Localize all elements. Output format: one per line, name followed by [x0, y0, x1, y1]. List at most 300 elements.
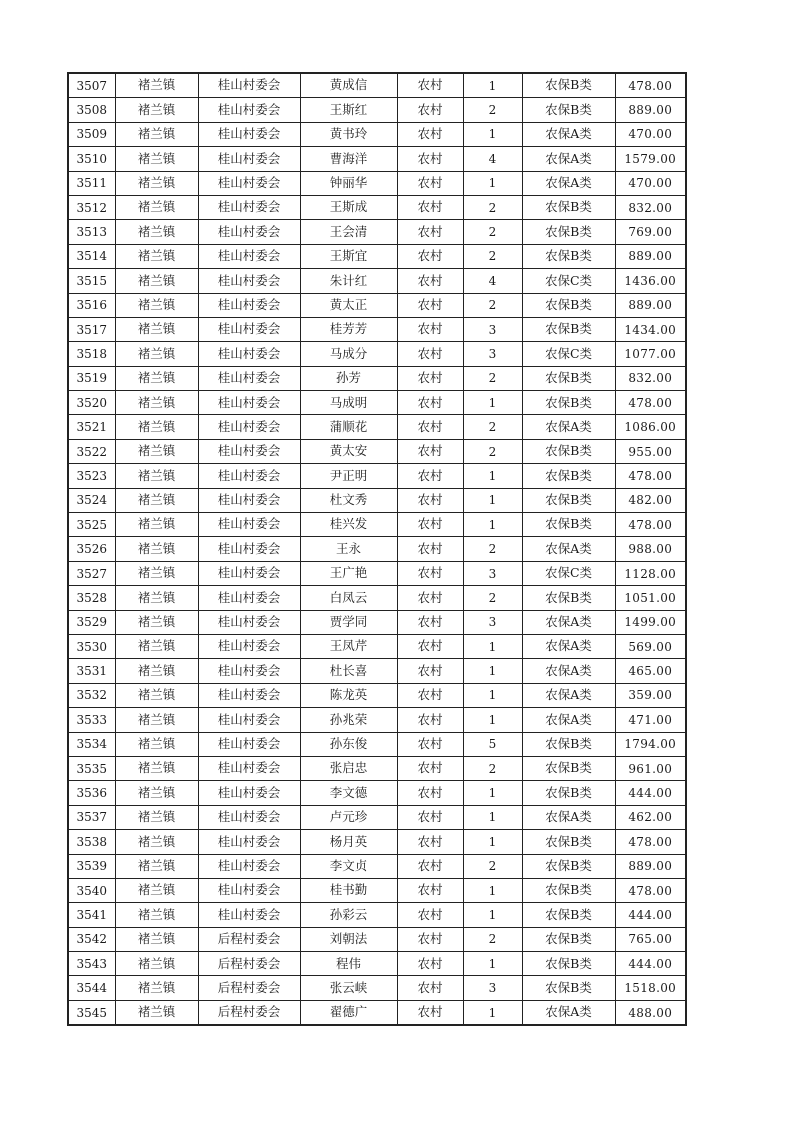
village-committee-cell: 桂山村委会	[198, 147, 300, 171]
insurance-category-cell: 农保A类	[522, 659, 615, 683]
table-row	[68, 781, 686, 805]
household-type-cell: 农村	[397, 830, 463, 854]
amount-cell: 765.00	[615, 927, 686, 951]
insurance-category-cell: 农保B类	[522, 220, 615, 244]
amount-cell: 478.00	[615, 391, 686, 415]
person-count-cell: 3	[463, 342, 522, 366]
table-row	[68, 1000, 686, 1025]
name-cell: 刘朝法	[300, 927, 397, 951]
amount-cell: 1518.00	[615, 976, 686, 1000]
serial-number-cell: 3543	[68, 952, 115, 976]
insurance-category-cell: 农保B类	[522, 244, 615, 268]
village-committee-cell: 桂山村委会	[198, 903, 300, 927]
name-cell: 尹正明	[300, 464, 397, 488]
insurance-category-cell: 农保B类	[522, 756, 615, 780]
table-row	[68, 415, 686, 439]
town-cell: 褚兰镇	[115, 878, 198, 902]
village-committee-cell: 桂山村委会	[198, 244, 300, 268]
table-body	[68, 73, 686, 1025]
town-cell: 褚兰镇	[115, 293, 198, 317]
serial-number-cell: 3531	[68, 659, 115, 683]
village-committee-cell: 桂山村委会	[198, 317, 300, 341]
amount-cell: 889.00	[615, 98, 686, 122]
village-committee-cell: 桂山村委会	[198, 830, 300, 854]
table-row	[68, 220, 686, 244]
household-type-cell: 农村	[397, 976, 463, 1000]
household-type-cell: 农村	[397, 732, 463, 756]
amount-cell: 444.00	[615, 903, 686, 927]
person-count-cell: 1	[463, 391, 522, 415]
amount-cell: 832.00	[615, 195, 686, 219]
household-type-cell: 农村	[397, 903, 463, 927]
name-cell: 黄太安	[300, 439, 397, 463]
insurance-category-cell: 农保B类	[522, 732, 615, 756]
table-row	[68, 854, 686, 878]
insurance-category-cell: 农保B类	[522, 195, 615, 219]
amount-cell: 478.00	[615, 830, 686, 854]
name-cell: 杜长喜	[300, 659, 397, 683]
amount-cell: 1499.00	[615, 610, 686, 634]
name-cell: 王凤芹	[300, 634, 397, 658]
table-row	[68, 805, 686, 829]
village-committee-cell: 桂山村委会	[198, 488, 300, 512]
amount-cell: 1077.00	[615, 342, 686, 366]
town-cell: 褚兰镇	[115, 391, 198, 415]
name-cell: 王会清	[300, 220, 397, 244]
amount-cell: 465.00	[615, 659, 686, 683]
serial-number-cell: 3525	[68, 513, 115, 537]
town-cell: 褚兰镇	[115, 220, 198, 244]
person-count-cell: 2	[463, 537, 522, 561]
insurance-category-cell: 农保A类	[522, 171, 615, 195]
insurance-category-cell: 农保A类	[522, 122, 615, 146]
person-count-cell: 1	[463, 659, 522, 683]
person-count-cell: 2	[463, 244, 522, 268]
village-committee-cell: 桂山村委会	[198, 537, 300, 561]
amount-cell: 961.00	[615, 756, 686, 780]
name-cell: 贾学同	[300, 610, 397, 634]
insurance-category-cell: 农保B类	[522, 830, 615, 854]
town-cell: 褚兰镇	[115, 732, 198, 756]
insurance-category-cell: 农保A类	[522, 634, 615, 658]
serial-number-cell: 3519	[68, 366, 115, 390]
person-count-cell: 1	[463, 513, 522, 537]
name-cell: 张云峡	[300, 976, 397, 1000]
serial-number-cell: 3511	[68, 171, 115, 195]
household-type-cell: 农村	[397, 464, 463, 488]
town-cell: 褚兰镇	[115, 952, 198, 976]
village-committee-cell: 桂山村委会	[198, 683, 300, 707]
insurance-category-cell: 农保B类	[522, 464, 615, 488]
table-row	[68, 195, 686, 219]
household-type-cell: 农村	[397, 878, 463, 902]
name-cell: 黄太正	[300, 293, 397, 317]
village-committee-cell: 桂山村委会	[198, 732, 300, 756]
table-row	[68, 732, 686, 756]
person-count-cell: 1	[463, 464, 522, 488]
village-committee-cell: 桂山村委会	[198, 98, 300, 122]
household-type-cell: 农村	[397, 293, 463, 317]
name-cell: 王斯成	[300, 195, 397, 219]
table-row	[68, 683, 686, 707]
table-row	[68, 903, 686, 927]
village-committee-cell: 桂山村委会	[198, 805, 300, 829]
serial-number-cell: 3515	[68, 269, 115, 293]
name-cell: 李文德	[300, 781, 397, 805]
name-cell: 王斯宜	[300, 244, 397, 268]
village-committee-cell: 桂山村委会	[198, 220, 300, 244]
household-type-cell: 农村	[397, 220, 463, 244]
village-committee-cell: 桂山村委会	[198, 586, 300, 610]
table-row	[68, 878, 686, 902]
amount-cell: 478.00	[615, 73, 686, 98]
amount-cell: 1128.00	[615, 561, 686, 585]
village-committee-cell: 桂山村委会	[198, 342, 300, 366]
name-cell: 翟德广	[300, 1000, 397, 1025]
name-cell: 蒲顺花	[300, 415, 397, 439]
household-type-cell: 农村	[397, 781, 463, 805]
village-committee-cell: 桂山村委会	[198, 73, 300, 98]
insurance-category-cell: 农保B类	[522, 586, 615, 610]
insurance-category-cell: 农保A类	[522, 805, 615, 829]
insurance-category-cell: 农保B类	[522, 98, 615, 122]
household-type-cell: 农村	[397, 610, 463, 634]
household-type-cell: 农村	[397, 756, 463, 780]
household-type-cell: 农村	[397, 171, 463, 195]
person-count-cell: 2	[463, 195, 522, 219]
town-cell: 褚兰镇	[115, 610, 198, 634]
amount-cell: 471.00	[615, 708, 686, 732]
table-row	[68, 756, 686, 780]
town-cell: 褚兰镇	[115, 269, 198, 293]
village-committee-cell: 桂山村委会	[198, 464, 300, 488]
town-cell: 褚兰镇	[115, 903, 198, 927]
table-row	[68, 513, 686, 537]
amount-cell: 1579.00	[615, 147, 686, 171]
name-cell: 钟丽华	[300, 171, 397, 195]
town-cell: 褚兰镇	[115, 1000, 198, 1025]
name-cell: 曹海洋	[300, 147, 397, 171]
insurance-category-cell: 农保B类	[522, 391, 615, 415]
insurance-category-cell: 农保B类	[522, 366, 615, 390]
person-count-cell: 1	[463, 805, 522, 829]
person-count-cell: 2	[463, 439, 522, 463]
village-committee-cell: 桂山村委会	[198, 269, 300, 293]
town-cell: 褚兰镇	[115, 805, 198, 829]
village-committee-cell: 桂山村委会	[198, 366, 300, 390]
amount-cell: 955.00	[615, 439, 686, 463]
amount-cell: 444.00	[615, 952, 686, 976]
insurance-category-cell: 农保B类	[522, 903, 615, 927]
amount-cell: 444.00	[615, 781, 686, 805]
insurance-category-cell: 农保B类	[522, 878, 615, 902]
insurance-category-cell: 农保B类	[522, 488, 615, 512]
name-cell: 王斯红	[300, 98, 397, 122]
amount-cell: 889.00	[615, 293, 686, 317]
household-type-cell: 农村	[397, 147, 463, 171]
person-count-cell: 2	[463, 366, 522, 390]
household-type-cell: 农村	[397, 659, 463, 683]
household-type-cell: 农村	[397, 244, 463, 268]
household-type-cell: 农村	[397, 195, 463, 219]
person-count-cell: 3	[463, 317, 522, 341]
name-cell: 杜文秀	[300, 488, 397, 512]
insurance-category-cell: 农保A类	[522, 708, 615, 732]
town-cell: 褚兰镇	[115, 439, 198, 463]
amount-cell: 482.00	[615, 488, 686, 512]
town-cell: 褚兰镇	[115, 171, 198, 195]
household-type-cell: 农村	[397, 488, 463, 512]
amount-cell: 889.00	[615, 244, 686, 268]
household-type-cell: 农村	[397, 342, 463, 366]
insurance-category-cell: 农保A类	[522, 610, 615, 634]
name-cell: 杨月英	[300, 830, 397, 854]
town-cell: 褚兰镇	[115, 122, 198, 146]
village-committee-cell: 桂山村委会	[198, 878, 300, 902]
household-type-cell: 农村	[397, 391, 463, 415]
household-type-cell: 农村	[397, 415, 463, 439]
name-cell: 陈龙英	[300, 683, 397, 707]
household-type-cell: 农村	[397, 98, 463, 122]
village-committee-cell: 桂山村委会	[198, 195, 300, 219]
table-row	[68, 952, 686, 976]
serial-number-cell: 3507	[68, 73, 115, 98]
household-type-cell: 农村	[397, 586, 463, 610]
insurance-category-cell: 农保B类	[522, 927, 615, 951]
table-row	[68, 586, 686, 610]
town-cell: 褚兰镇	[115, 195, 198, 219]
person-count-cell: 1	[463, 171, 522, 195]
name-cell: 张启忠	[300, 756, 397, 780]
table-row	[68, 561, 686, 585]
name-cell: 孙芳	[300, 366, 397, 390]
serial-number-cell: 3509	[68, 122, 115, 146]
amount-cell: 988.00	[615, 537, 686, 561]
person-count-cell: 3	[463, 976, 522, 1000]
table-row	[68, 634, 686, 658]
person-count-cell: 3	[463, 561, 522, 585]
town-cell: 褚兰镇	[115, 708, 198, 732]
person-count-cell: 2	[463, 98, 522, 122]
serial-number-cell: 3533	[68, 708, 115, 732]
village-committee-cell: 桂山村委会	[198, 781, 300, 805]
amount-cell: 1051.00	[615, 586, 686, 610]
table-row	[68, 269, 686, 293]
table-row	[68, 317, 686, 341]
person-count-cell: 2	[463, 220, 522, 244]
town-cell: 褚兰镇	[115, 586, 198, 610]
insurance-category-cell: 农保B类	[522, 781, 615, 805]
insurance-category-cell: 农保A类	[522, 537, 615, 561]
table-row	[68, 488, 686, 512]
serial-number-cell: 3510	[68, 147, 115, 171]
serial-number-cell: 3508	[68, 98, 115, 122]
insurance-category-cell: 农保B类	[522, 854, 615, 878]
amount-cell: 478.00	[615, 464, 686, 488]
name-cell: 卢元珍	[300, 805, 397, 829]
town-cell: 褚兰镇	[115, 415, 198, 439]
village-committee-cell: 桂山村委会	[198, 561, 300, 585]
village-committee-cell: 桂山村委会	[198, 513, 300, 537]
insurance-category-cell: 农保B类	[522, 513, 615, 537]
insurance-category-cell: 农保B类	[522, 73, 615, 98]
village-committee-cell: 桂山村委会	[198, 122, 300, 146]
serial-number-cell: 3526	[68, 537, 115, 561]
table-row	[68, 537, 686, 561]
name-cell: 孙东俊	[300, 732, 397, 756]
table-row	[68, 171, 686, 195]
town-cell: 褚兰镇	[115, 147, 198, 171]
insurance-category-cell: 农保C类	[522, 561, 615, 585]
serial-number-cell: 3532	[68, 683, 115, 707]
household-type-cell: 农村	[397, 805, 463, 829]
serial-number-cell: 3537	[68, 805, 115, 829]
person-count-cell: 1	[463, 634, 522, 658]
town-cell: 褚兰镇	[115, 634, 198, 658]
household-type-cell: 农村	[397, 927, 463, 951]
village-committee-cell: 桂山村委会	[198, 659, 300, 683]
table-row	[68, 391, 686, 415]
household-type-cell: 农村	[397, 1000, 463, 1025]
person-count-cell: 2	[463, 854, 522, 878]
amount-cell: 470.00	[615, 171, 686, 195]
village-committee-cell: 桂山村委会	[198, 171, 300, 195]
name-cell: 程伟	[300, 952, 397, 976]
town-cell: 褚兰镇	[115, 537, 198, 561]
serial-number-cell: 3542	[68, 927, 115, 951]
serial-number-cell: 3536	[68, 781, 115, 805]
town-cell: 褚兰镇	[115, 464, 198, 488]
table-row	[68, 464, 686, 488]
village-committee-cell: 桂山村委会	[198, 634, 300, 658]
serial-number-cell: 3521	[68, 415, 115, 439]
name-cell: 王广艳	[300, 561, 397, 585]
person-count-cell: 1	[463, 683, 522, 707]
amount-cell: 478.00	[615, 878, 686, 902]
amount-cell: 569.00	[615, 634, 686, 658]
household-type-cell: 农村	[397, 366, 463, 390]
amount-cell: 889.00	[615, 854, 686, 878]
town-cell: 褚兰镇	[115, 98, 198, 122]
table-row	[68, 293, 686, 317]
table-row	[68, 976, 686, 1000]
serial-number-cell: 3540	[68, 878, 115, 902]
serial-number-cell: 3539	[68, 854, 115, 878]
person-count-cell: 1	[463, 488, 522, 512]
amount-cell: 1436.00	[615, 269, 686, 293]
table-row	[68, 830, 686, 854]
town-cell: 褚兰镇	[115, 756, 198, 780]
serial-number-cell: 3529	[68, 610, 115, 634]
insurance-category-cell: 农保B类	[522, 317, 615, 341]
insurance-category-cell: 农保A类	[522, 683, 615, 707]
insurance-category-cell: 农保B类	[522, 293, 615, 317]
village-committee-cell: 后程村委会	[198, 1000, 300, 1025]
name-cell: 王永	[300, 537, 397, 561]
insurance-category-cell: 农保A类	[522, 147, 615, 171]
insurance-category-cell: 农保A类	[522, 1000, 615, 1025]
village-committee-cell: 桂山村委会	[198, 708, 300, 732]
town-cell: 褚兰镇	[115, 244, 198, 268]
person-count-cell: 2	[463, 293, 522, 317]
town-cell: 褚兰镇	[115, 781, 198, 805]
serial-number-cell: 3524	[68, 488, 115, 512]
amount-cell: 1794.00	[615, 732, 686, 756]
amount-cell: 488.00	[615, 1000, 686, 1025]
serial-number-cell: 3513	[68, 220, 115, 244]
serial-number-cell: 3523	[68, 464, 115, 488]
household-type-cell: 农村	[397, 683, 463, 707]
village-committee-cell: 桂山村委会	[198, 610, 300, 634]
serial-number-cell: 3516	[68, 293, 115, 317]
person-count-cell: 2	[463, 927, 522, 951]
village-committee-cell: 桂山村委会	[198, 293, 300, 317]
name-cell: 孙兆荣	[300, 708, 397, 732]
name-cell: 马成分	[300, 342, 397, 366]
name-cell: 桂兴发	[300, 513, 397, 537]
data-table	[67, 72, 687, 1026]
table-row	[68, 708, 686, 732]
town-cell: 褚兰镇	[115, 854, 198, 878]
serial-number-cell: 3541	[68, 903, 115, 927]
amount-cell: 1434.00	[615, 317, 686, 341]
table-row	[68, 659, 686, 683]
amount-cell: 1086.00	[615, 415, 686, 439]
name-cell: 马成明	[300, 391, 397, 415]
insurance-category-cell: 农保C类	[522, 269, 615, 293]
serial-number-cell: 3534	[68, 732, 115, 756]
town-cell: 褚兰镇	[115, 488, 198, 512]
person-count-cell: 4	[463, 147, 522, 171]
town-cell: 褚兰镇	[115, 317, 198, 341]
table-row	[68, 244, 686, 268]
town-cell: 褚兰镇	[115, 73, 198, 98]
name-cell: 白凤云	[300, 586, 397, 610]
town-cell: 褚兰镇	[115, 976, 198, 1000]
person-count-cell: 4	[463, 269, 522, 293]
village-committee-cell: 桂山村委会	[198, 439, 300, 463]
town-cell: 褚兰镇	[115, 683, 198, 707]
person-count-cell: 5	[463, 732, 522, 756]
town-cell: 褚兰镇	[115, 513, 198, 537]
person-count-cell: 1	[463, 708, 522, 732]
town-cell: 褚兰镇	[115, 366, 198, 390]
village-committee-cell: 桂山村委会	[198, 854, 300, 878]
household-type-cell: 农村	[397, 708, 463, 732]
serial-number-cell: 3512	[68, 195, 115, 219]
amount-cell: 470.00	[615, 122, 686, 146]
household-type-cell: 农村	[397, 854, 463, 878]
household-type-cell: 农村	[397, 122, 463, 146]
amount-cell: 462.00	[615, 805, 686, 829]
table-row	[68, 439, 686, 463]
table-row	[68, 342, 686, 366]
serial-number-cell: 3520	[68, 391, 115, 415]
table-row	[68, 73, 686, 98]
serial-number-cell: 3514	[68, 244, 115, 268]
insurance-category-cell: 农保B类	[522, 976, 615, 1000]
amount-cell: 832.00	[615, 366, 686, 390]
household-type-cell: 农村	[397, 317, 463, 341]
person-count-cell: 2	[463, 586, 522, 610]
village-committee-cell: 后程村委会	[198, 952, 300, 976]
person-count-cell: 1	[463, 903, 522, 927]
name-cell: 黄成信	[300, 73, 397, 98]
serial-number-cell: 3527	[68, 561, 115, 585]
name-cell: 桂芳芳	[300, 317, 397, 341]
serial-number-cell: 3528	[68, 586, 115, 610]
person-count-cell: 1	[463, 73, 522, 98]
